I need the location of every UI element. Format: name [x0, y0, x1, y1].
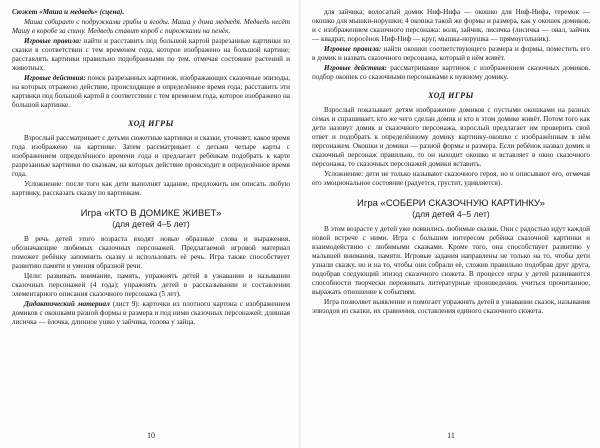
- game-age-subtitle: (для детей 4–5 лет): [112, 219, 190, 229]
- material-text: (лист 9): карточки из плотного картона с изображением домиков с окошками разной формы и размера и под ними сказочных персонажей: длинная лисичка — ёлочка, длинное ушко у зайчика, голова у зайца.: [12, 300, 290, 326]
- rules-paragraph: [12, 37, 290, 73]
- complication-paragraph: Усложнение: дети не только называют сказочного героя, но и описывают его, отмечая его эмоциональное состояние (радуется, грустит, удивляется).: [312, 170, 590, 187]
- game-intro-paragraph: В речь детей этого возраста входят новые образные слова и выражения, обозначающие любимых сказочных персонажей. Предлагаемой игровой материал поможет ребёнку запомнить сказку и использовать её речь. Игра также способствует развитию памяти и умения образной речи.: [12, 235, 290, 270]
- section-heading: ХОД ИГРЫ: [428, 91, 474, 100]
- right-page: [312, 8, 590, 440]
- rules-text: найти окошки соответствующего размера и формы, поместить его в домик и назвать сказочного персонажа, который в нём живёт.: [312, 45, 590, 62]
- actions-label: Игровые действия:: [24, 74, 86, 82]
- game-paragraph: Игра позволяет выявление и помогает упражнять детей в узнавании сказок, называния эпизодов из сказки, их сравнения, составления единого сказочного сюжета.: [312, 298, 590, 315]
- rules-paragraph: [312, 45, 590, 63]
- game-intro-paragraph: В этом возрасте у детей уже появились любимые сказки. Они с радостью идут каждой новой встрече с ними. Игра с большим интересом ребёнка сказочной картинки и взаимодействию с любимыми сказками. Кроме того, она способствует развитию у малышей внимания, памяти. Игровые задания направлены не только на то, чтобы дети узнали сказку, но и на то, чтобы они собрали её, сложив правильно подобрав друг друга, подобрав следующий эпизод сказочного сюжета. В процессе игры у детей развиваются способности творчески переживать литературные произведения, учиться прочитанное, выражать отношение к событиям.: [312, 225, 590, 296]
- scene-description: Маша собирает с подружками грибы и ягоды. Маша у дома медведя. Медведь несёт Машу в коробе за спину. Медведь ставит короб с пирожками на пенёк.: [12, 18, 290, 35]
- page-number: 10: [147, 431, 155, 440]
- actions-text: рассматривание картинок с изображением сказочных домиков, подбор окошек со сказочными персонажами к нужному домику.: [312, 64, 590, 81]
- game-paragraph: Взрослый показывает детям изображение домиков с пустыми окошками на разных семах и спрашивает, кто же чего сделан домик и кто в этом домике живёт. Потом того как дети назовут домик и сказочного персонажа, взрослый предлагает им проверить свой ответ и подобрать к определённому домику картинку-окошко с изображённым в нём персонажем. Окошки и домики — разной формы и размера. Если ребёнок назвал домик и сказочный персонаж правильно, то он находит окошко и вставляет в окно сказочного персонажа, то сказочных персонажей домики вставить.: [312, 106, 590, 168]
- material-label: Дидактический материал: [24, 300, 110, 308]
- scene-label: Сюжет «Маша и медведь» (сцена).: [12, 8, 125, 16]
- game-paragraph: Взрослый рассматривает с детьми сюжетные картинки и сказки, уточняет, какое время года изображено на картинке. Затем рассматривает с детьми четыре карты с изображением определённого времени года и предлагает ребёнкам подобрать к карте разрезанные картинки по сказкам, на которых действие происходит в определённое время года.: [12, 134, 290, 178]
- rules-label: Игровые правила:: [24, 37, 82, 45]
- game-title: Игра «КТО В ДОМИКЕ ЖИВЕТ»: [80, 208, 222, 219]
- section-heading: ХОД ИГРЫ: [128, 119, 174, 128]
- actions-paragraph: [312, 64, 590, 82]
- game-age-subtitle: (для детей 4–5 лет): [412, 209, 490, 219]
- book-gutter: [299, 0, 301, 448]
- complication-paragraph: Усложнение: после того как дети выполнят задание, предложить им описать любую картинку, рассказать сказку по картинкам.: [12, 180, 290, 197]
- actions-label: Игровые действия:: [324, 64, 387, 72]
- material-paragraph: [12, 300, 290, 327]
- rules-label: Игровые правила:: [324, 45, 382, 53]
- actions-paragraph: [12, 74, 290, 110]
- material-continued-paragraph: для зайчика; волосатый домик Ниф-Нифа — окошко для Ниф-Нифа, теремок — окошко для мышки-норушки; 4 окошка такой же формы и размера, как у окошек домиков, и с изображением сказочного персонажа: волк, зайчик, лисичка (лисичка — овал, зайчик — квадрат, поросёнок Ниф-Ниф — круг, мышка-норушка — прямоугольник).: [312, 8, 590, 43]
- goals-paragraph: Цели: развивать внимание, память, упражнять детей в узнавании и назывании сказочных персонажей (4 года); упражнять детей в рассказывании и составлении элементарного описания сказочного персонажа (5 лет).: [12, 272, 290, 298]
- left-page: [12, 8, 290, 440]
- page-number: 11: [447, 431, 455, 440]
- game-title: Игра «СОБЕРИ СКАЗОЧНУЮ КАРТИНКУ»: [357, 198, 545, 209]
- actions-text: поиск разрезанных картинок, изображающих сказочные эпизоды, на которых отражено действие, происходящее в определённое время года; расставить эти картинки под большой картой в соответствии с тем временем года, которое изображено на большой картинке.: [12, 74, 290, 109]
- rules-text: найти и расставить под большой картой разрезанные картинки из сказки в соответствии с тем временем года, которое изображено на большой картине; расставлять картинки правильно подобранными по тем, отмечая состояние растений и животных.: [12, 37, 290, 72]
